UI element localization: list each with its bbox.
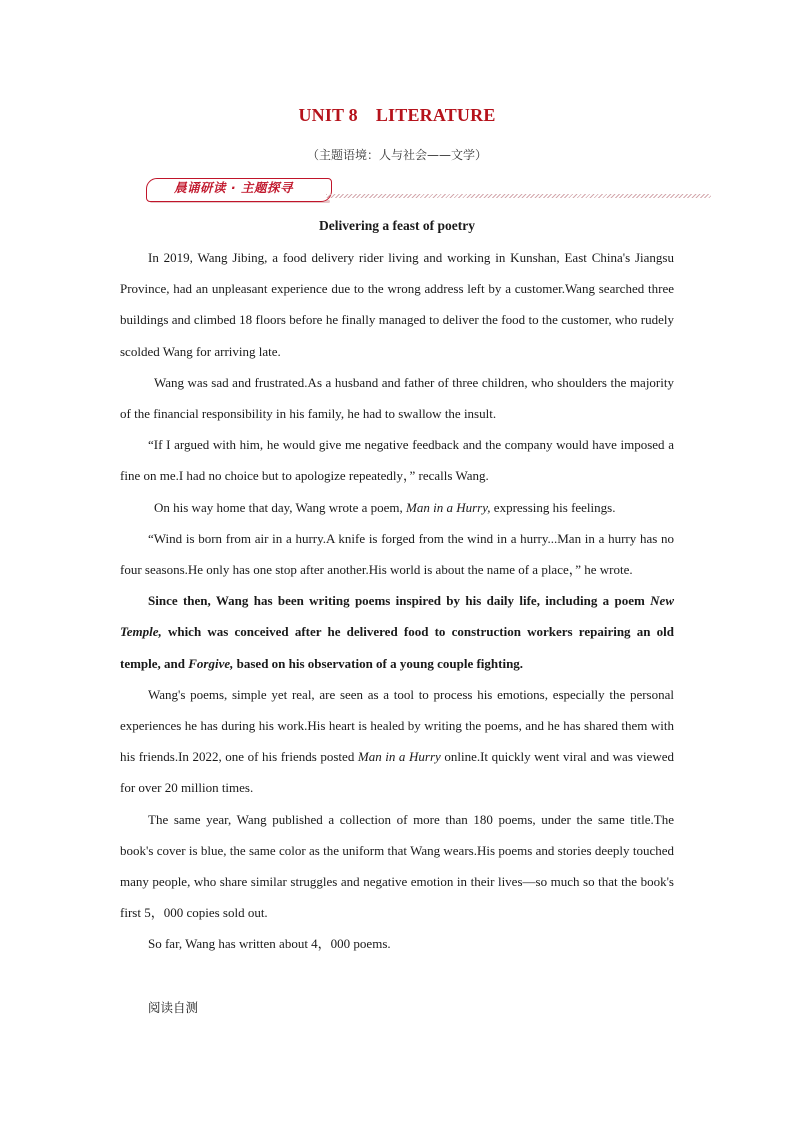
article-body: [120, 242, 674, 960]
article-title: Delivering a feast of poetry: [319, 218, 475, 233]
poem-title-man-in-a-hurry: Man in a Hurry,: [406, 499, 491, 515]
poem-title-forgive: Forgive,: [188, 655, 234, 671]
paragraph-1: In 2019, Wang Jibing, a food delivery rider living and working in Kunshan, East China's Jiangsu Province, had an unpleasant experience due to the wrong address left by a customer.Wang searched three buildings and climbed 18 floors before he finally managed to deliver the food to the customer, who rudely scolded Wang for arriving late.: [120, 250, 674, 359]
paragraph-6-text-c: based on his observation of a young couple fighting.: [233, 655, 524, 671]
section-label: 晨诵研读 · 主题探寻: [174, 180, 293, 195]
poem-title-man-in-a-hurry-2: Man in a Hurry: [357, 749, 441, 765]
banner-divider-line: [326, 194, 711, 198]
unit-title: [0, 105, 794, 126]
paragraph-7-text-a: Wang's poems, simple yet real, are seen as a tool to process his emotions, especially the personal experiences he has during his work.His heart is healed by writing the poems, and he has shared them with his friends.In 2022, one of his friends posted: [120, 686, 674, 765]
section-banner: [146, 178, 711, 206]
paragraph-3: “If I argued with him, he would give me negative feedback and the company would have imposed a fine on me.I had no choice but to apologize repeatedly，” recalls Wang.: [120, 437, 674, 484]
poem-title-new-temple: New Temple,: [120, 593, 674, 640]
unit-name: LITERATURE: [375, 105, 496, 125]
paragraph-7-text-b: online.It quickly went viral and was viewed for over 20 million times.: [120, 749, 674, 796]
paragraph-5: “Wind is born from air in a hurry.A knife is forged from the wind in a hurry...Man in a hurry has no four seasons.He only has one stop after another.His world is about the name of a place，” he wrote.: [120, 530, 674, 578]
unit-number: UNIT 8: [298, 105, 358, 125]
paragraph-4-text-b: expressing his feelings.: [490, 499, 616, 515]
paragraph-8: The same year, Wang published a collection of more than 180 poems, under the same title.The book's cover is blue, the same color as the uniform that Wang wears.His poems and stories deeply touched many people, who share similar struggles and negative emotion in their lives—so much so that the book's first 5，000 copies sold out.: [120, 811, 674, 921]
paragraph-9: So far, Wang has written about 4，000 poems.: [148, 936, 391, 952]
theme-context-subtitle: （主题语境：人与社会——文学）: [306, 148, 487, 162]
paragraph-4: [120, 492, 674, 523]
paragraph-6-text-a: Since then, Wang has been writing poems inspired by his daily life, including a poem: [148, 593, 651, 609]
paragraph-2: Wang was sad and frustrated.As a husband and father of three children, who shoulders the majority of the financial responsibility in his family, he had to swallow the insult.: [120, 374, 674, 422]
paragraph-6-text-b: which was conceived after he delivered food to construction workers repairing an old temple, and: [120, 624, 674, 671]
paragraph-7: [120, 679, 674, 804]
paragraph-4-text-a: On his way home that day, Wang wrote a poem,: [154, 499, 407, 515]
paragraph-6: [120, 585, 674, 679]
reading-self-test-label: 阅读自测: [148, 1000, 199, 1015]
